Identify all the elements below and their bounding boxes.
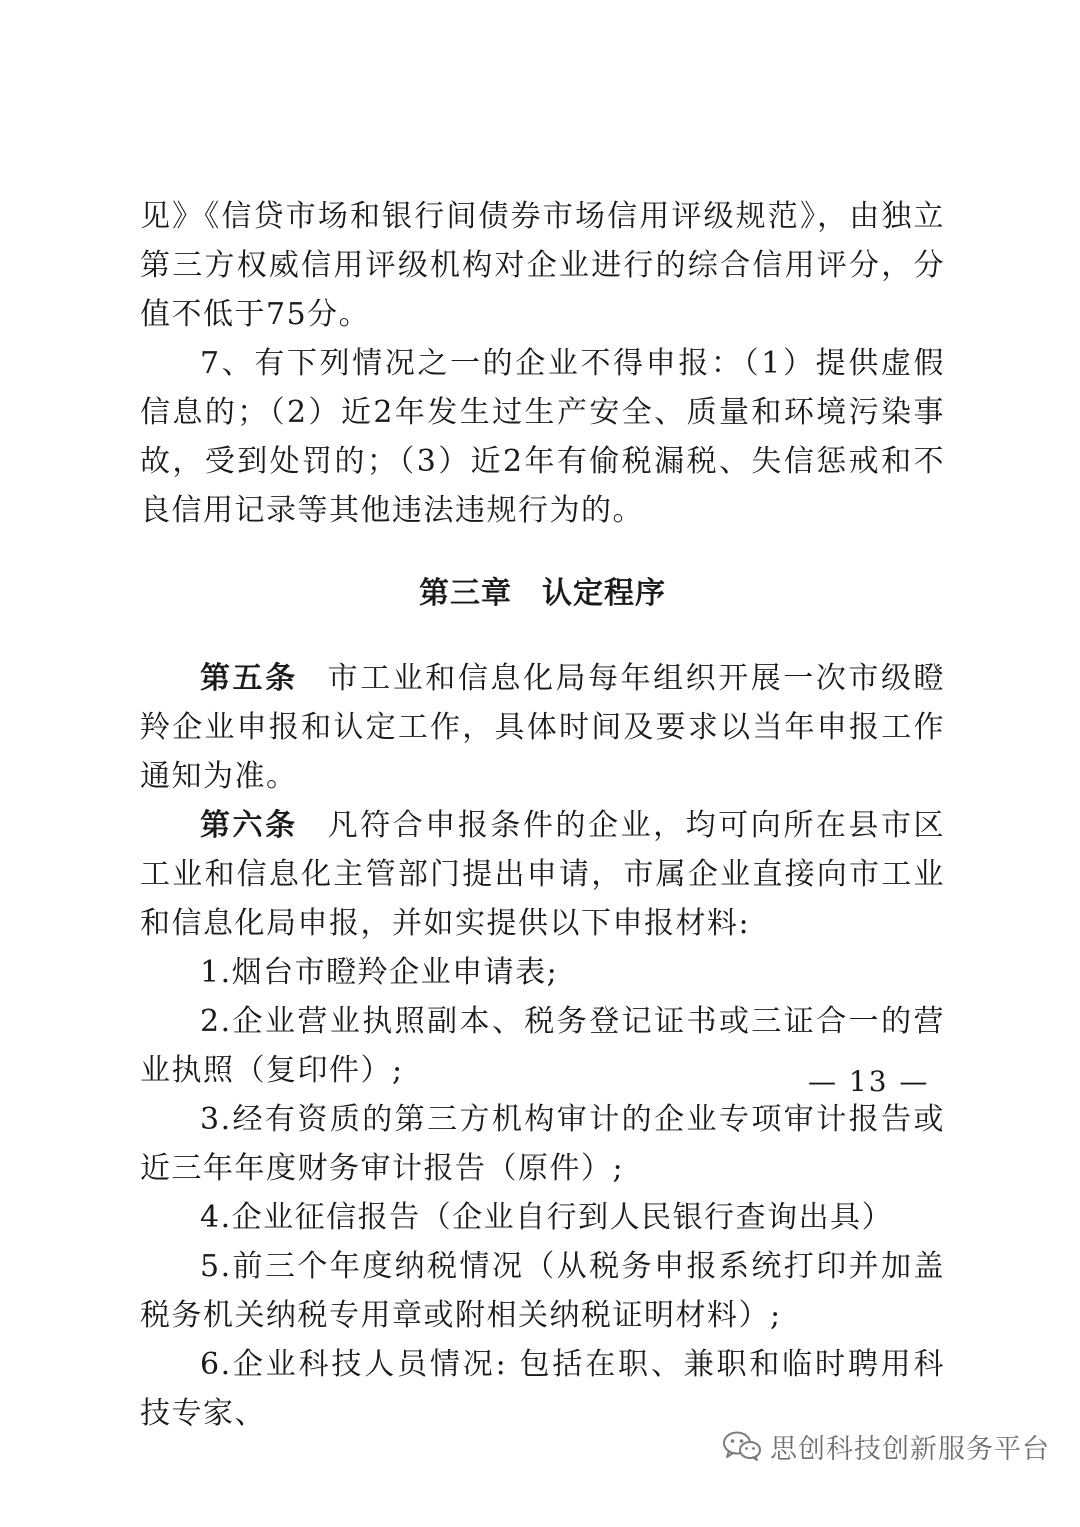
article-5-text: 市工业和信息化局每年组织开展一次市级瞪羚企业申报和认定工作，具体时间及要求以当年申报工作通知为准。 xyxy=(140,661,946,794)
list-item: 3.经有资质的第三方机构审计的企业专项审计报告或近三年年度财务审计报告（原件）; xyxy=(140,1102,945,1186)
paragraph-continuation: 见》《信贷市场和银行间债券市场信用评级规范》，由独立第三方权威信用评级机构对企业进行的综合信用评分，分值不低于75分。 xyxy=(140,199,945,332)
article-5-heading: 第五条 xyxy=(200,661,298,696)
list-item: 2.企业营业执照副本、税务登记证书或三证合一的营业执照（复印件）; xyxy=(140,1004,945,1088)
wechat-icon xyxy=(722,1430,762,1462)
watermark xyxy=(722,1426,1050,1466)
document-body xyxy=(140,192,945,1438)
article-6-heading: 第六条 xyxy=(200,808,298,843)
chapter-number: 第三章 xyxy=(419,576,512,611)
chapter-title xyxy=(140,569,945,618)
article-6 xyxy=(140,801,945,948)
article-5 xyxy=(140,654,945,801)
chapter-name: 认定程序 xyxy=(542,576,666,611)
list-item: 4.企业征信报告（企业自行到人民银行查询出具） xyxy=(200,1200,894,1235)
article-6-text: 凡符合申报条件的企业，均可向所在县市区工业和信息化主管部门提出申请，市属企业直接向市工业和信息化局申报，并如实提供以下申报材料: xyxy=(140,808,946,941)
list-item: 1.烟台市瞪羚企业申请表; xyxy=(200,955,559,990)
list-item: 6.企业科技人员情况: 包括在职、兼职和临时聘用科技专家、 xyxy=(140,1347,945,1431)
watermark-text: 思创科技创新服务平台 xyxy=(770,1433,1050,1465)
page-number: — 13 — xyxy=(808,1065,930,1098)
list-item: 5.前三个年度纳税情况（从税务申报系统打印并加盖税务机关纳税专用章或附相关纳税证明材料）; xyxy=(140,1249,945,1333)
paragraph-item-7: 7、有下列情况之一的企业不得申报：（1）提供虚假信息的；（2）近2年发生过生产安全、质量和环境污染事故，受到处罚的；（3）近2年有偷税漏税、失信惩戒和不良信用记录等其他违法违规行为的。 xyxy=(140,346,945,528)
